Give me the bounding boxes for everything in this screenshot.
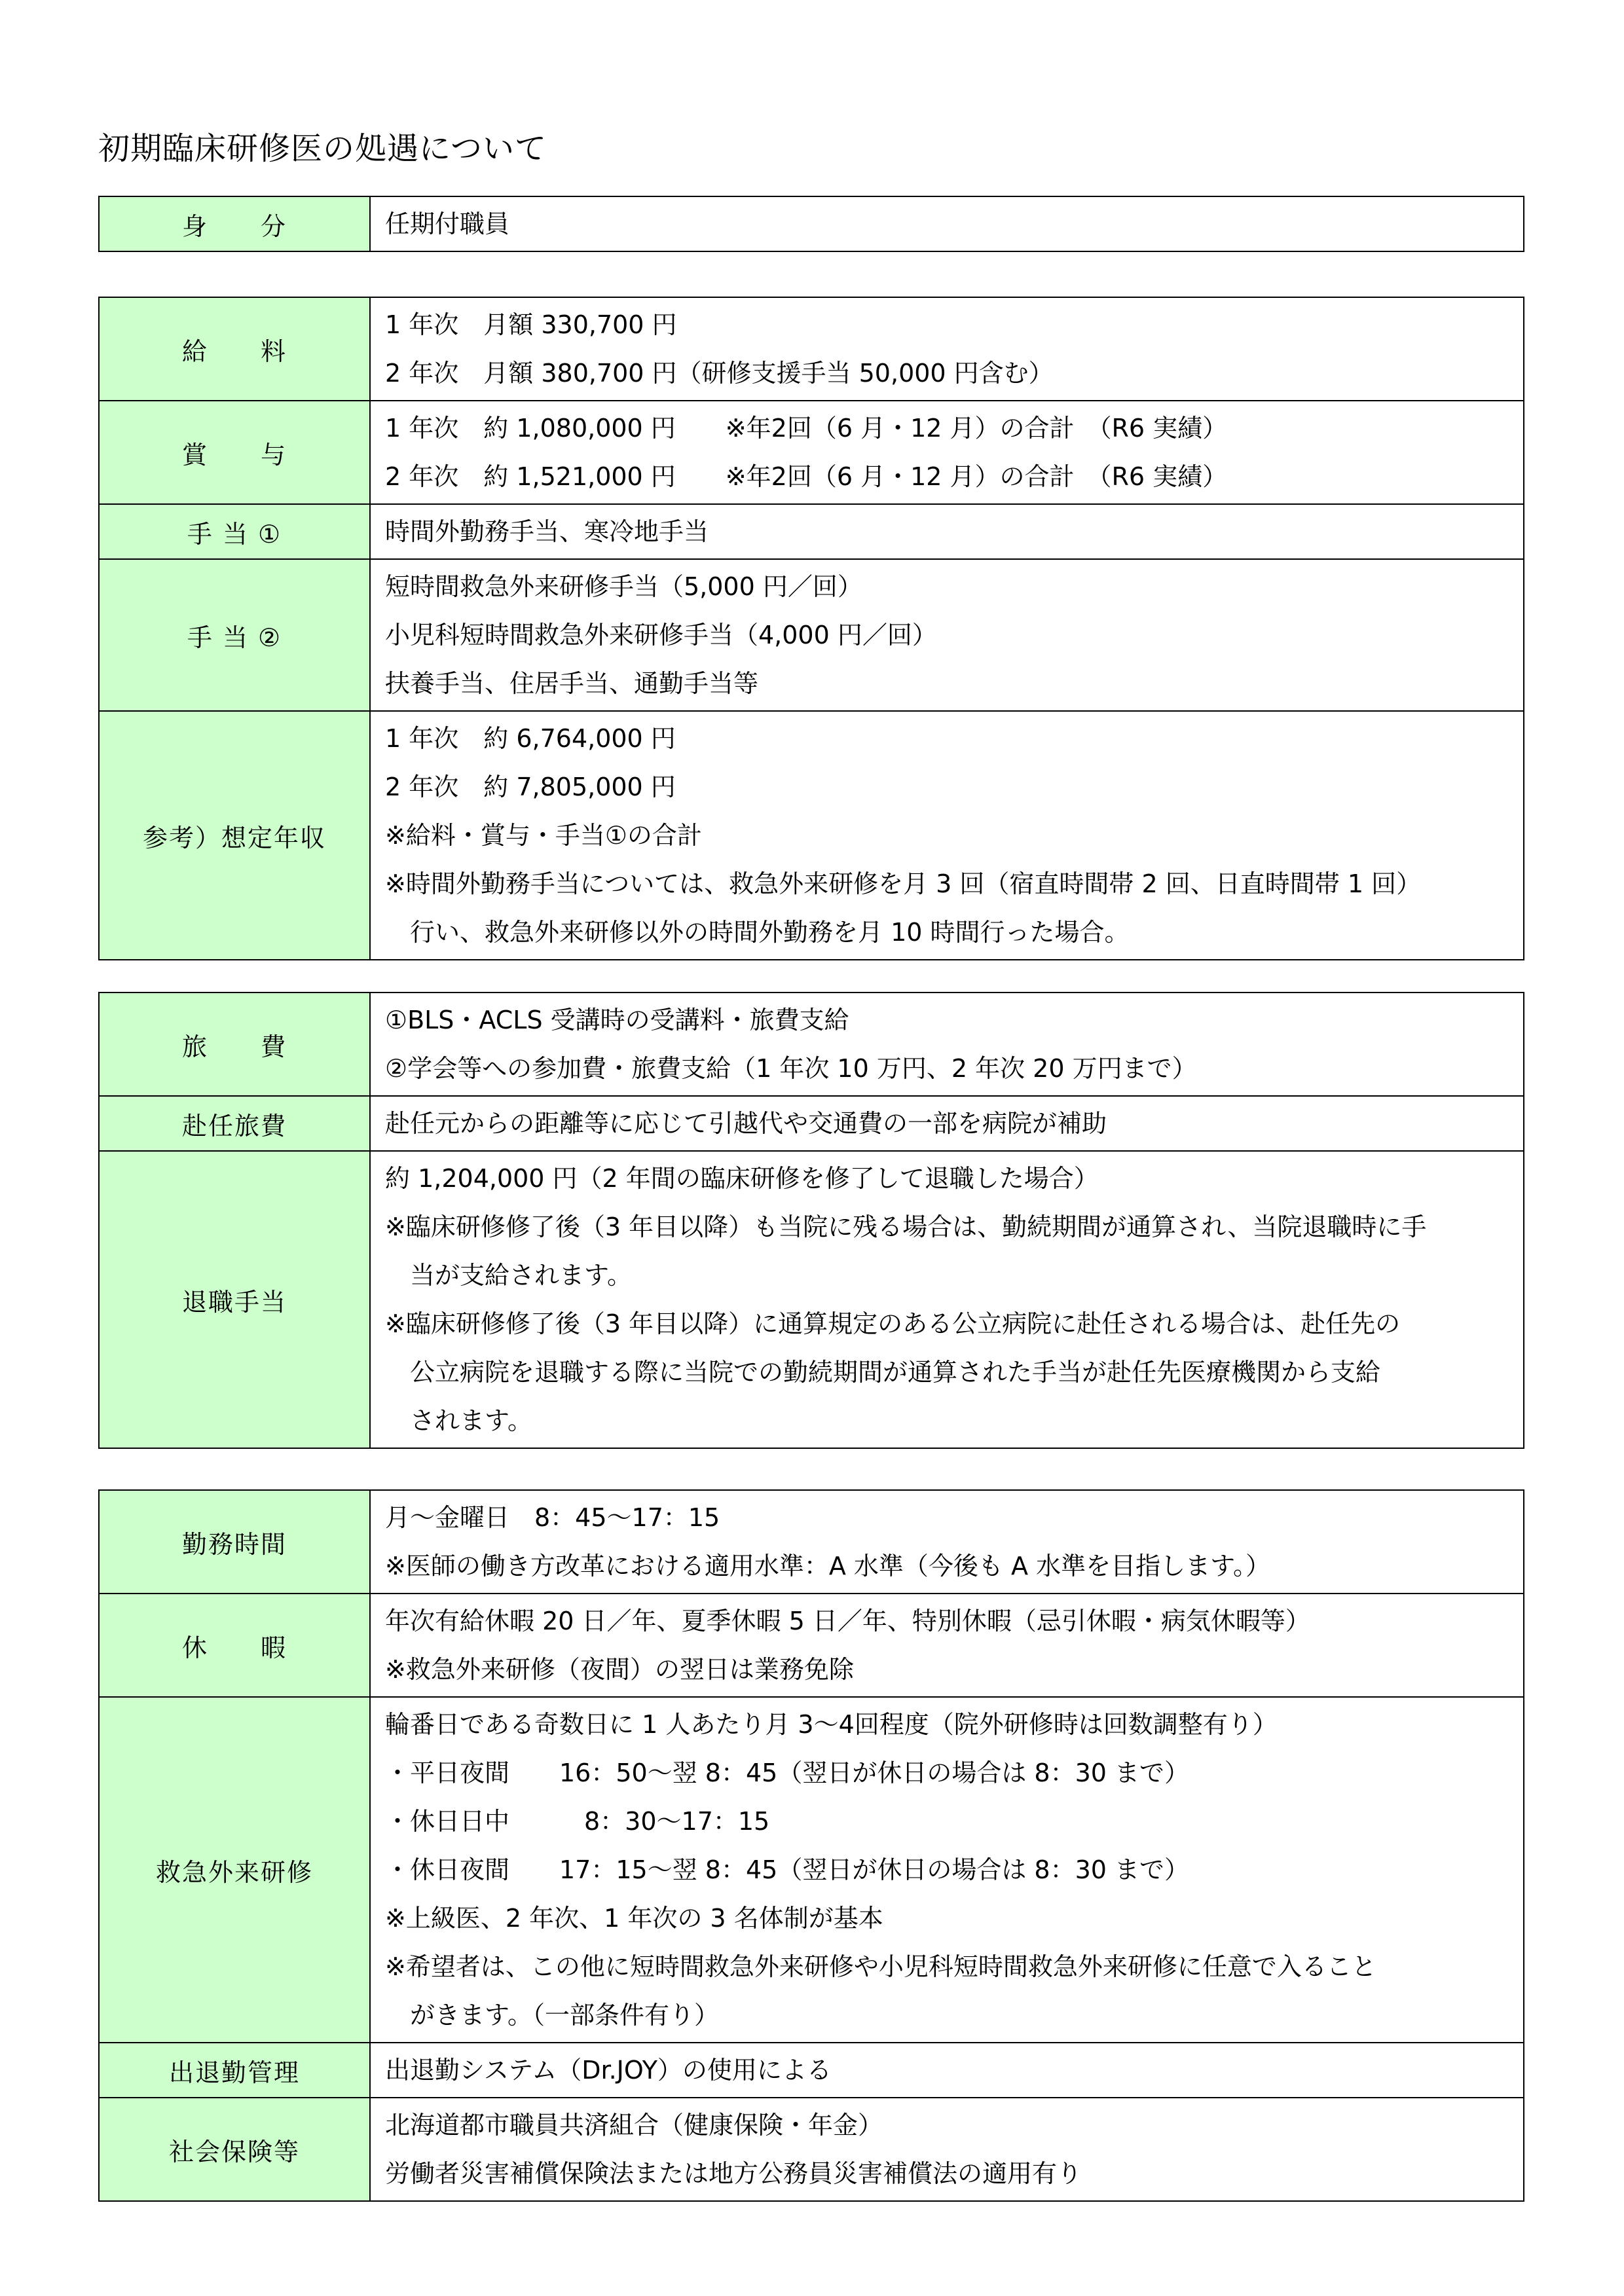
table-row	[99, 196, 1524, 251]
row-value	[370, 711, 1524, 960]
row-value	[370, 1096, 1524, 1151]
value-line: ・平日夜間 16：50～翌 8：45（翌日が休日の場合は 8：30 まで）	[385, 1758, 1190, 1787]
table-row	[99, 559, 1524, 711]
value-line: 労働者災害補償保険法または地方公務員災害補償法の適用有り	[385, 2159, 1082, 2188]
row-label: 社会保険等	[99, 2098, 370, 2201]
value-line: 約 1,204,000 円（2 年間の臨床研修を修了して退職した場合）	[385, 1164, 1099, 1193]
table-row	[99, 504, 1524, 559]
value-line: ※上級医、2 年次、1 年次の 3 名体制が基本	[385, 1904, 883, 1933]
page-title: 初期臨床研修医の処遇について	[98, 130, 547, 167]
table-row	[99, 711, 1524, 960]
row-value	[370, 1594, 1524, 1697]
value-line: ①BLS・ACLS 受講時の受講料・旅費支給	[385, 1006, 849, 1034]
row-label: 手 当 ②	[99, 559, 370, 711]
status-table	[98, 196, 1524, 252]
salary-table	[98, 297, 1524, 960]
row-value	[370, 196, 1524, 251]
value-line: 1 年次 月額 330,700 円	[385, 310, 677, 339]
value-line: 2 年次 約 7,805,000 円	[385, 773, 676, 801]
value-line: 短時間救急外来研修手当（5,000 円／回）	[385, 572, 862, 601]
value-line: 公立病院を退職する際に当院での勤続期間が通算された手当が赴任先医療機関から支給	[410, 1358, 1381, 1387]
row-label: 賞 与	[99, 401, 370, 504]
value-line: ※臨床研修修了後（3 年目以降）に通算規定のある公立病院に赴任される場合は、赴任先の	[385, 1309, 1401, 1338]
table-row	[99, 1490, 1524, 1594]
row-label: 休 暇	[99, 1594, 370, 1697]
value-line: されます。	[410, 1406, 532, 1435]
row-value	[370, 1151, 1524, 1448]
row-value	[370, 1490, 1524, 1594]
travel-retirement-table	[98, 992, 1524, 1449]
value-line: 当が支給されます。	[410, 1261, 632, 1290]
row-label: 参考）想定年収	[99, 711, 370, 960]
row-value	[370, 401, 1524, 504]
value-line: ※希望者は、この他に短時間救急外来研修や小児科短時間救急外来研修に任意で入ること	[385, 1952, 1376, 1981]
row-label: 退職手当	[99, 1151, 370, 1448]
value-line: がきます。（一部条件有り）	[410, 2001, 719, 2030]
value-line: 時間外勤務手当、寒冷地手当	[385, 517, 709, 546]
value-line: 任期付職員	[385, 210, 510, 238]
value-line: 2 年次 月額 380,700 円（研修支援手当 50,000 円含む）	[385, 359, 1054, 388]
row-value	[370, 504, 1524, 559]
value-line: ・休日日中 8：30～17：15	[385, 1807, 770, 1836]
value-line: 赴任元からの距離等に応じて引越代や交通費の一部を病院が補助	[385, 1109, 1107, 1138]
value-line: 行い、救急外来研修以外の時間外勤務を月 10 時間行った場合。	[410, 918, 1130, 947]
value-line: 出退勤システム（Dr.JOY）の使用による	[385, 2056, 832, 2085]
row-label: 給 料	[99, 297, 370, 401]
value-line: ※救急外来研修（夜間）の翌日は業務免除	[385, 1655, 854, 1684]
table-row	[99, 1096, 1524, 1151]
value-line: 月～金曜日 8：45～17：15	[385, 1503, 720, 1532]
row-label: 身 分	[99, 196, 370, 251]
value-line: 扶養手当、住居手当、通勤手当等	[385, 669, 759, 698]
value-line: ※医師の働き方改革における適用水準：A 水準（今後も A 水準を目指します。）	[385, 1552, 1271, 1580]
row-value	[370, 2043, 1524, 2098]
table-row	[99, 1151, 1524, 1448]
value-line: ②学会等への参加費・旅費支給（1 年次 10 万円、2 年次 20 万円まで）	[385, 1054, 1197, 1083]
row-label: 赴任旅費	[99, 1096, 370, 1151]
table-row	[99, 1594, 1524, 1697]
table-row	[99, 2098, 1524, 2201]
value-line: ※時間外勤務手当については、救急外来研修を月 3 回（宿直時間帯 2 回、日直時間帯 1 回）	[385, 869, 1422, 898]
value-line: ・休日夜間 17：15～翌 8：45（翌日が休日の場合は 8：30 まで）	[385, 1855, 1190, 1884]
value-line: 年次有給休暇 20 日／年、夏季休暇 5 日／年、特別休暇（忌引休暇・病気休暇等）	[385, 1607, 1310, 1635]
row-value	[370, 2098, 1524, 2201]
row-value	[370, 1697, 1524, 2043]
table-row	[99, 1697, 1524, 2043]
work-conditions-table	[98, 1489, 1524, 2202]
row-value	[370, 297, 1524, 401]
table-row	[99, 297, 1524, 401]
value-line: 1 年次 約 6,764,000 円	[385, 724, 676, 753]
value-line: 1 年次 約 1,080,000 円 ※年2回（6 月・12 月）の合計 （R6 実績）	[385, 414, 1228, 443]
value-line: ※給料・賞与・手当①の合計	[385, 821, 702, 850]
value-line: 小児科短時間救急外来研修手当（4,000 円／回）	[385, 621, 937, 649]
value-line: 北海道都市職員共済組合（健康保険・年金）	[385, 2111, 883, 2140]
row-label: 旅 費	[99, 993, 370, 1096]
value-line: ※臨床研修修了後（3 年目以降）も当院に残る場合は、勤続期間が通算され、当院退職時に手	[385, 1212, 1427, 1241]
table-row	[99, 993, 1524, 1096]
row-label: 救急外来研修	[99, 1697, 370, 2043]
row-label: 手 当 ①	[99, 504, 370, 559]
value-line: 2 年次 約 1,521,000 円 ※年2回（6 月・12 月）の合計 （R6 実績）	[385, 462, 1228, 491]
row-label: 勤務時間	[99, 1490, 370, 1594]
table-row	[99, 2043, 1524, 2098]
row-value	[370, 993, 1524, 1096]
row-value	[370, 559, 1524, 711]
value-line: 輪番日である奇数日に 1 人あたり月 3～4回程度（院外研修時は回数調整有り）	[385, 1710, 1278, 1739]
table-row	[99, 401, 1524, 504]
row-label: 出退勤管理	[99, 2043, 370, 2098]
